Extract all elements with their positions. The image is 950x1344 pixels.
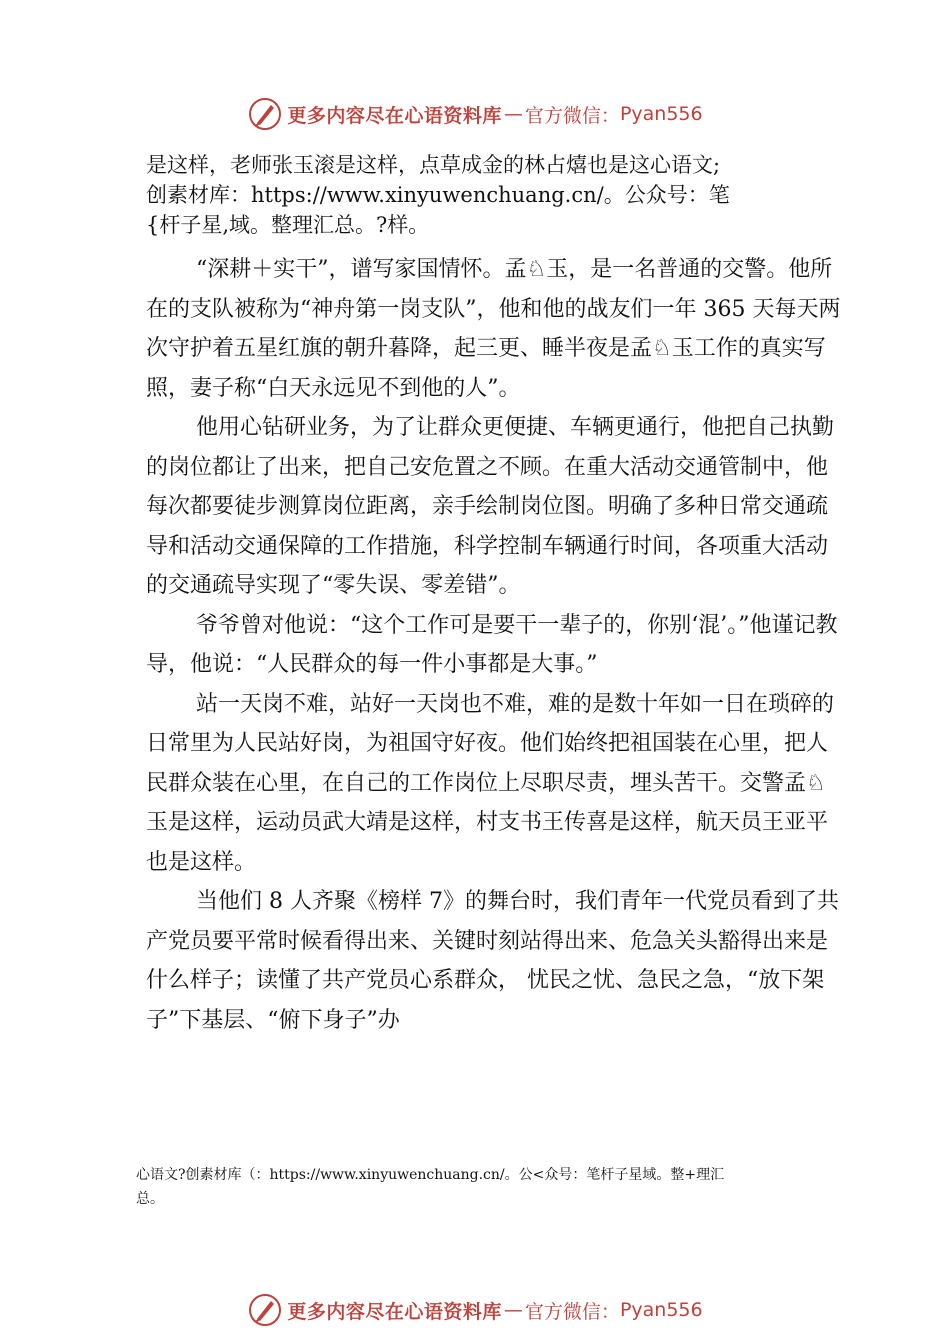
lead-line: 创素材库：https://www.xinyuwenchuang.cn/。公众号：笔	[146, 183, 730, 207]
paragraph: 站一天岗不难，站好一天岗也不难，难的是数十年如一日在琐碎的日常里为人民站好岗，为祖国守好夜。他们始终把祖国装在心里，把人民群众装在心里，在自己的工作岗位上尽职尽责，埋头苦干。交警孟♘玉是这样，运动员武大靖是这样，村支书王传喜是这样，航天员王亚平也是这样。	[146, 691, 835, 875]
paragraph: “深耕＋实干”，谱写家国情怀。孟♘玉，是一名普通的交警。他所在的支队被称为“神舟第一岗支队”，他和他的战友们一年 365 天每天两次守护着五星红旗的朝升暮降，起三更、睡半夜是孟♘玉工作的真实写照，妻子称“白天永远见不到他的人”。	[146, 257, 841, 401]
brand-text: 更多内容尽在心语资料库	[287, 1300, 502, 1323]
page-header-bottom	[0, 1290, 950, 1330]
lead-text	[146, 150, 846, 240]
quill-pen-logo-icon	[247, 96, 283, 132]
article-body	[146, 250, 846, 1040]
quill-pen-logo-icon	[247, 1292, 283, 1328]
page-header-top	[0, 94, 950, 134]
footer-line: 总。	[136, 1191, 164, 1207]
paragraph: 当他们 8 人齐聚《榜样 7》的舞台时，我们青年一代党员看到了共产党员要平常时候看得出来、关键时刻站得出来、危急关头豁得出来是什么样子；读懂了共产党员心系群众， 忧民之忧、急民之急，“放下架子”下基层、“俯下身子”办	[146, 889, 839, 1033]
official-label: 官方微信：	[524, 1300, 620, 1323]
footer-line: 心语文?创素材库（：https://www.xinyuwenchuang.cn/。公<众号：笔杆子星域。整+理汇	[136, 1167, 725, 1183]
wechat-id: Pyan556	[619, 1299, 703, 1321]
header-separator: —	[503, 1299, 523, 1321]
footer-note	[136, 1163, 836, 1211]
official-label: 官方微信：	[524, 104, 620, 127]
paragraph: 他用心钻研业务，为了让群众更便捷、车辆更通行，他把自己执勤的岗位都让了出来，把自己安危置之不顾。在重大活动交通管制中，他每次都要徒步测算岗位距离，亲手绘制岗位图。明确了多种日常交通疏导和活动交通保障的工作措施，科学控制车辆通行时间，各项重大活动的交通疏导实现了“零失误、零差错”。	[146, 415, 835, 598]
lead-line: 是这样，老师张玉滚是这样，点草成金的林占熺也是这心语文;	[146, 153, 721, 177]
wechat-id: Pyan556	[619, 103, 703, 125]
header-separator: —	[503, 103, 523, 125]
brand-text: 更多内容尽在心语资料库	[287, 104, 502, 127]
paragraph: 爷爷曾对他说：“这个工作可是要干一辈子的，你别‘混’。”他谨记教导，他说：“人民群众的每一件小事都是大事。”	[146, 612, 838, 677]
lead-line: {杆子星,域。整理汇总。?样。	[146, 213, 430, 237]
